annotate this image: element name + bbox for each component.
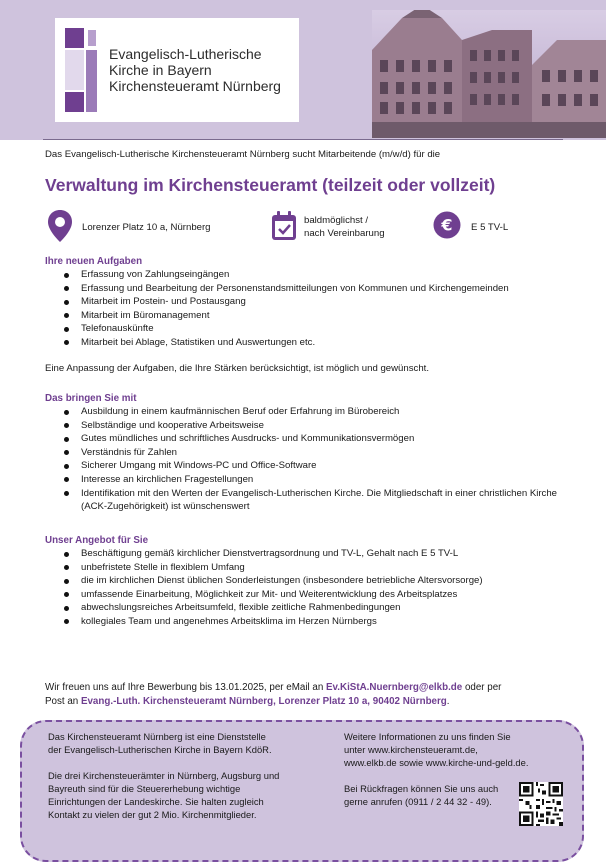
list-item: Identifikation mit den Werten der Evangelisch-Lutherischen Kirche. Die Mitgliedschaft in einer christlichen Kirche (ACK-Zugehörigkeit) ist wünschenswert xyxy=(45,487,565,514)
start-date-line: baldmöglichst / xyxy=(304,215,368,226)
org-name-line: Kirchensteueramt Nürnberg xyxy=(109,78,281,94)
church-logo-icon xyxy=(65,28,97,112)
tasks-list xyxy=(45,268,509,350)
application-text xyxy=(45,681,501,709)
list-item: Mitarbeit im Büromanagement xyxy=(45,309,509,323)
footer-line: Einrichtungen der Landeskirche. Sie halten zugleich xyxy=(48,796,264,807)
footer-line: www.elkb.de sowie www.kirche-und-geld.de. xyxy=(344,757,529,768)
list-item: Erfassung und Bearbeitung der Personenstandsmitteilungen von Kommunen und Kirchengemeinden xyxy=(45,282,509,296)
footer-line: Das Kirchensteueramt Nürnberg ist eine Dienststelle xyxy=(48,731,266,742)
requirements-list xyxy=(45,405,565,514)
footer-contact xyxy=(344,730,528,808)
list-item: Mitarbeit im Postein- und Postausgang xyxy=(45,295,509,309)
qr-code-icon[interactable] xyxy=(519,782,563,826)
list-item: Ausbildung in einem kaufmännischen Beruf oder Erfahrung im Bürobereich xyxy=(45,405,565,419)
list-item: unbefristete Stelle in flexiblem Umfang xyxy=(45,561,483,575)
logo xyxy=(55,18,299,122)
footer-line: Bei Rückfragen können Sie uns auch xyxy=(344,783,499,794)
apply-text: Post an xyxy=(45,696,81,707)
list-item: Interesse an kirchlichen Fragestellungen xyxy=(45,473,565,487)
start-date-text xyxy=(304,214,385,240)
list-item: Telefonauskünfte xyxy=(45,322,509,336)
calendar-check-icon xyxy=(271,211,297,241)
list-item: umfassende Einarbeitung, Möglichkeit zur Mit- und Weiterentwicklung des Arbeitsplatzes xyxy=(45,588,483,602)
footer-about xyxy=(48,730,279,821)
page-title: Verwaltung im Kirchensteueramt (teilzeit oder vollzeit) xyxy=(45,175,496,195)
location-pin-icon xyxy=(47,209,73,243)
header-banner xyxy=(0,0,606,140)
apply-text: Wir freuen uns auf Ihre Bewerbung bis 13.01.2025, per eMail an xyxy=(45,682,327,693)
salary-text: E 5 TV-L xyxy=(471,222,509,233)
list-item: die im kirchlichen Dienst üblichen Sonderleistungen (insbesondere betriebliche Altersvorsorge) xyxy=(45,574,483,588)
intro-text: Das Evangelisch-Lutherische Kirchensteueramt Nürnberg sucht Mitarbeitende (m/w/d) für die xyxy=(45,149,441,160)
footer-line: der Evangelisch-Lutherischen Kirche in Bayern KdöR. xyxy=(48,744,272,755)
list-item: kollegiales Team und angenehmes Arbeitsklima im Herzen Nürnbergs xyxy=(45,615,483,629)
list-item: Sicherer Umgang mit Windows-PC und Office-Software xyxy=(45,459,565,473)
svg-text:€: € xyxy=(441,215,453,235)
section-title-offer: Unser Angebot für Sie xyxy=(45,535,149,546)
list-item: Selbständige und kooperative Arbeitsweise xyxy=(45,419,565,433)
email-link[interactable]: Ev.KiStA.Nuernberg@elkb.de xyxy=(326,682,463,693)
section-title-tasks: Ihre neuen Aufgaben xyxy=(45,256,143,267)
apply-text: oder per xyxy=(462,682,502,693)
org-name xyxy=(109,46,281,94)
footer-line: gerne anrufen (0911 / 2 44 32 - 49). xyxy=(344,796,492,807)
header-divider xyxy=(43,139,563,140)
list-item: Erfassung von Zahlungseingängen xyxy=(45,268,509,282)
footer-line: Kontakt zu vielen der gut 2 Mio. Kirchenmitglieder. xyxy=(48,809,257,820)
euro-icon xyxy=(433,211,461,239)
location-text: Lorenzer Platz 10 a, Nürnberg xyxy=(82,222,211,233)
footer-line: Weitere Informationen zu uns finden Sie xyxy=(344,731,511,742)
org-name-line: Kirche in Bayern xyxy=(109,62,212,78)
list-item: Gutes mündliches und schriftliches Ausdrucks- und Kommunikationsvermögen xyxy=(45,432,565,446)
org-name-line: Evangelisch-Lutherische xyxy=(109,46,262,62)
list-item: abwechslungsreiches Arbeitsumfeld, flexible zeitliche Rahmenbedingungen xyxy=(45,601,483,615)
offer-list xyxy=(45,547,483,629)
footer-box xyxy=(20,720,584,862)
building-photo xyxy=(372,10,606,138)
list-item: Verständnis für Zahlen xyxy=(45,446,565,460)
footer-line: Die drei Kirchensteuerämter in Nürnberg, Augsburg und xyxy=(48,770,280,781)
apply-text: . xyxy=(446,696,450,707)
postal-address: Evang.-Luth. Kirchensteueramt Nürnberg, Lorenzer Platz 10 a, 90402 Nürnberg xyxy=(80,696,447,707)
start-date-line: nach Vereinbarung xyxy=(304,228,385,239)
list-item: Beschäftigung gemäß kirchlicher Dienstvertragsordnung und TV-L, Gehalt nach E 5 TV-L xyxy=(45,547,483,561)
section-title-requirements: Das bringen Sie mit xyxy=(45,393,137,404)
footer-line: Bayreuth sind für die Steuererhebung wichtige xyxy=(48,783,241,794)
tasks-note: Eine Anpassung der Aufgaben, die Ihre Stärken berücksichtigt, ist möglich und gewünscht. xyxy=(45,363,429,374)
list-item: Mitarbeit bei Ablage, Statistiken und Auswertungen etc. xyxy=(45,336,509,350)
footer-line: unter www.kirchensteueramt.de, xyxy=(344,744,478,755)
